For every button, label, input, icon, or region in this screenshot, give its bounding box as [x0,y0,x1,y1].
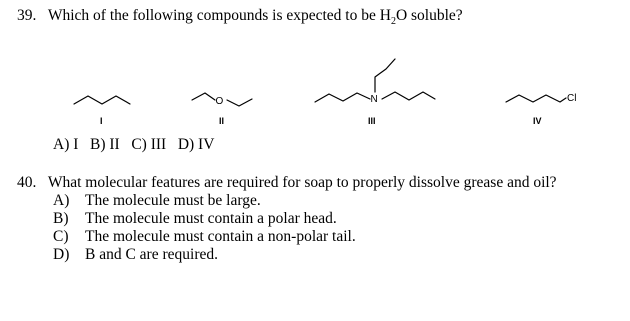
option-b [53,210,337,228]
option-text: B and C are required. [85,246,218,263]
structure-ii [192,90,262,114]
option-c [53,228,356,246]
question-39-answers: A) I B) II C) III D) IV [53,136,215,153]
option-letter: C) [53,228,69,245]
question-text: What molecular features are required for soap to properly dissolve grease and oil? [47,174,557,191]
structure-label: III [368,116,376,126]
option-a [53,192,261,210]
nitrogen-atom: N [370,94,378,105]
option-text: The molecule must contain a polar head. [85,210,337,227]
structure-iv [506,90,586,114]
option-d [53,246,218,264]
option-text: The molecule must contain a non-polar tail. [85,228,356,245]
option-letter: B) [53,210,69,227]
question-39 [17,7,463,31]
option-text: The molecule must be large. [85,192,261,209]
question-40 [17,174,557,192]
question-text: Which of the following compounds is expected to be $H_2O$ soluble? [47,7,463,28]
option-letter: A) [53,192,70,209]
structure-label: II [219,116,225,126]
oxygen-atom: O [215,96,224,107]
structure-iii [315,57,435,117]
structure-label: I [100,116,103,126]
question-number: 39. [17,7,37,24]
chlorine-atom: Cl [567,93,577,104]
structure-i [74,92,134,112]
question-number: 40. [17,174,37,191]
option-letter: D) [53,246,70,263]
structure-label: IV [533,116,542,126]
